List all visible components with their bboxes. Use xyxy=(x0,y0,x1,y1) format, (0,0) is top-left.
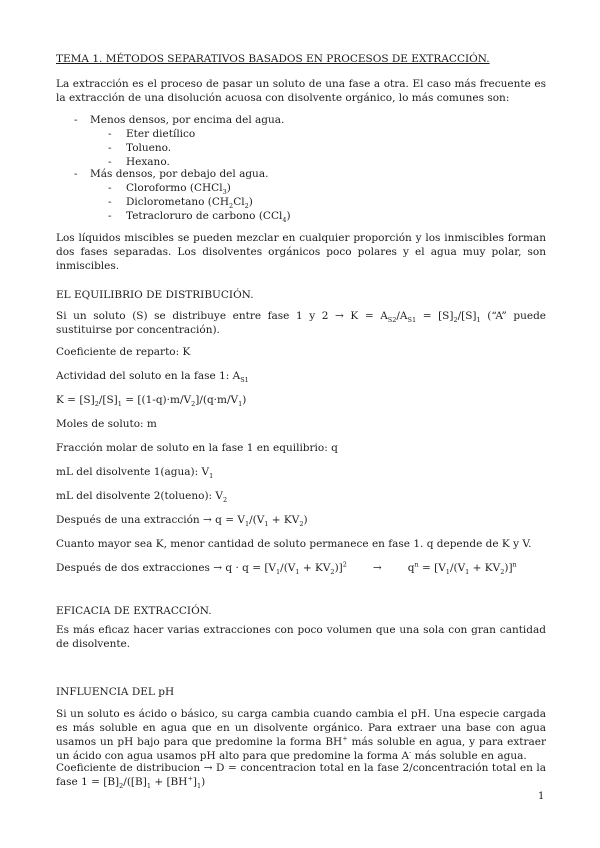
miscibles-paragraph: Los líquidos miscibles se pueden mezclar en cualquier proporción y los inmiscibles forman dos fases separadas. Los disolventes orgánicos poco polares y el agua muy polar, son inmiscibles. xyxy=(56,232,546,272)
document-page: TEMA 1. MÉTODOS SEPARATIVOS BASADOS EN PROCESOS DE EXTRACCIÓN. La extracción es el proceso de pasar un soluto de una fase a otra. El caso más frecuente es la extracción de una disolución acuosa con disolvente orgánico, lo más comunes son: - Menos densos, por encima del agua. - Eter dietílico - Tolueno. - Hexano. - Más densos, por debajo del agua. - Cloroformo (CHCl$_3$) - Diclorometano $(CH_2Cl_2)$ - Tetracloruro de carbono (CCl$_4$) Los líquidos miscibles se pueden mezclar en cualquier proporción y los inmiscibles forman dos fases separadas. Los disolventes orgánicos poco polares y el agua muy polar, son inmiscibles. EL EQUILIBRIO DE DISTRIBUCIÓN. Si un soluto (S) se distribuye entre fase 1 y $2 \to K = A_{S2}/A_{S1} = [S]_2/[S]_1$ (“A” puede sustituirse por concentración). Coeficiente de reparto: K Actividad del soluto en la fase 1: $A_{S1}$ $K = [S]_2/[S]_1 = [(1-q)\cdot m/V_2]/(q\cdot m/V_1)$ Moles de soluto: m Fracción molar de soluto en la fase 1 en equilibrio: q mL del disolvente 1(agua): $V_1$ mL del disolvente 2(tolueno): $V_2$ Después de una extracción → $q = V_1/(V_1 + KV_2)$ Cuanto mayor sea K, menor cantidad de soluto permanece en fase 1. q depende de K y V. Después de dos extracciones → $q \cdot q = [V_1/(V_1 + KV_2)]^2 \to q^n = [V_1/(V_1 + KV_2)]^n$ EFICACIA DE EXTRACCIÓN. Es más eficaz hacer varias extracciones con poco volumen que una sola con gran cantidad de disolvente. INFLUENCIA DEL pH Si un soluto es ácido o básico, su carga cambia cuando cambia el pH. Una especie cargada es más soluble en agua que en un disolvente orgánico. Para extraer una base con agua usamos un pH bajo para que predomine la forma BH+ más soluble en agua, y para extraer un ácido con agua usamos pH alto para que predomine la forma A- más soluble en agua. Coeficiente de distribucion → D = concentracion total en la fase 2/concentración total en la fase $1 = [B]_2/([B]_1 + [BH^+]_1)$ 1 xyxy=(56,53,547,802)
distribution-paragraph: Si un soluto (S) se distribuye entre fase 1 y $2 \to K = A_{S2}/A_{S1} = [S]_2/[S]_1$ (“A” puede sustituirse por concentración). xyxy=(56,310,547,336)
one-extraction-line: Después de una extracción → $q = V_1/(V_1 + KV_2)$ xyxy=(56,514,308,529)
molar-fraction-line: Fracción molar de soluto en la fase 1 en equilibrio: q xyxy=(56,442,338,454)
activity-line: Actividad del soluto en la fase 1: $A_{S1}$ xyxy=(56,370,249,385)
partition-coefficient-line: Coeficiente de reparto: K xyxy=(56,346,191,358)
ph-paragraph: Si un soluto es ácido o básico, su carga cambia cuando cambia el pH. Una especie cargada es más soluble en agua que en un disolvente orgánico. Para extraer una base con agua usamos un pH bajo para que predomine la forma BH+ más soluble en agua, y para extraer un ácido con agua usamos pH alto para que predomine la forma A- más soluble en agua. xyxy=(56,708,546,762)
moles-line: Moles de soluto: m xyxy=(56,418,157,430)
eficacia-paragraph: Es más eficaz hacer varias extracciones con poco volumen que una sola con gran cantidad de disolvente. xyxy=(56,624,546,650)
k-dependency-line: Cuanto mayor sea K, menor cantidad de soluto permanece en fase 1. q depende de K y V. xyxy=(56,538,532,550)
page-number: 1 xyxy=(538,791,545,802)
solvent-1-line: mL del disolvente 1(agua): $V_1$ xyxy=(56,466,214,481)
solvent-2-line: mL del disolvente 2(tolueno): $V_2$ xyxy=(56,490,228,505)
k-equation-line: $K = [S]_2/[S]_1 = [(1-q)\cdot m/V_2]/(q\cdot m/V_1)$ xyxy=(56,394,247,409)
page-title: TEMA 1. MÉTODOS SEPARATIVOS BASADOS EN PROCESOS DE EXTRACCIÓN. xyxy=(56,53,490,65)
section-heading-ph: INFLUENCIA DEL pH xyxy=(56,686,175,698)
section-heading-equilibrio: EL EQUILIBRIO DE DISTRIBUCIÓN. xyxy=(56,289,254,301)
distribution-coefficient-line: Coeficiente de distribucion → D = concentracion total en la fase 2/concentración total en la fase $1 = [B]_2/([B]_1 + [BH^+]_1)$ xyxy=(56,762,546,791)
intro-paragraph: La extracción es el proceso de pasar un soluto de una fase a otra. El caso más frecuente es la extracción de una disolución acuosa con disolvente orgánico, lo más comunes son: xyxy=(56,78,546,104)
section-heading-eficacia: EFICACIA DE EXTRACCIÓN. xyxy=(56,605,212,617)
two-extractions-line: Después de dos extracciones → $q \cdot q = [V_1/(V_1 + KV_2)]^2 \to q^n = [V_1/(V_1 + KV_2)]^n$ xyxy=(56,560,517,577)
